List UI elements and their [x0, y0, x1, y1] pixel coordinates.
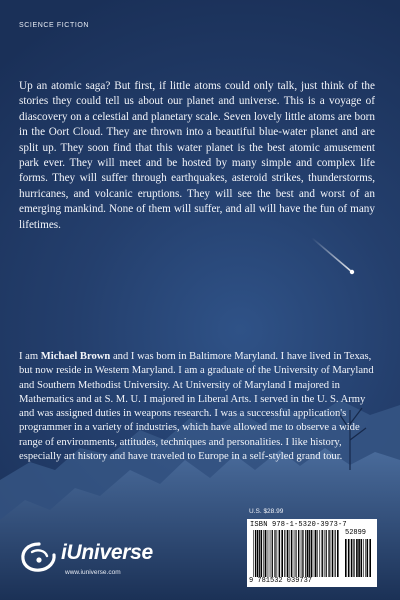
- barcode-bar: [253, 530, 254, 577]
- bio-lead: I am: [19, 351, 41, 362]
- barcode-bar: [296, 530, 297, 577]
- barcode-bar: [289, 530, 290, 577]
- addon-bars: [345, 539, 373, 577]
- genre-label: SCIENCE FICTION: [19, 22, 90, 29]
- barcode-bar: [328, 530, 329, 577]
- barcode-bar: [353, 539, 354, 577]
- price-addon-number: 52899: [345, 529, 367, 537]
- barcode-bar: [267, 530, 268, 577]
- barcode-bar: [335, 530, 336, 577]
- barcode-bar: [326, 530, 327, 577]
- barcode-bar: [255, 530, 256, 577]
- barcode-bar: [311, 530, 313, 577]
- publisher-name: iUniverse: [61, 541, 153, 564]
- isbn-barcode: [247, 519, 377, 587]
- barcode-bar: [358, 539, 360, 577]
- barcode-bar: [295, 530, 296, 577]
- barcode-bar: [300, 530, 301, 577]
- barcode-bar: [329, 530, 330, 577]
- barcode-bar: [361, 539, 363, 577]
- barcode-bar: [305, 530, 306, 577]
- ean-number: 9 781532 039737: [249, 577, 313, 585]
- barcode-bar: [314, 530, 315, 577]
- barcode-bar: [275, 530, 276, 577]
- ean-bars: [253, 530, 339, 577]
- barcode-bar: [321, 530, 322, 577]
- barcode-bar: [369, 539, 371, 577]
- book-blurb: Up an atomic saga? But first, if little atoms could only talk, just think of the stories they could tell us about our planet and universe. This is a voyage of diascovery on a celestial and planetary scale. Seven lovely little atoms are born in the Oort Cloud. They are thrown into a beautiful blue-water planet and are split up. They soon find that this water planet is the best atomic amusement park ever. They will meet and be hosted by many simple and complex life forms. They will suffer through earthquakes, asteroid strikes, thunderstorms, hurricanes, and volcanic eruptions. They will see the best and worst of an emerging mankind. None of them will suffer, and all will have the fun of many lifetimes.: [19, 80, 375, 231]
- isbn-text: ISBN 978-1-5320-3973-7: [250, 521, 347, 529]
- barcode-bar: [365, 539, 366, 577]
- barcode-bar: [281, 530, 283, 577]
- comet: [312, 238, 354, 274]
- iuniverse-swirl-icon: [19, 540, 59, 574]
- bio-text: and I was born in Baltimore Maryland. I have lived in Texas, but now reside in Western Maryland. I am a graduate of the University of Maryland and Southern Methodist University. At University of Maryland I majored in Mathematics and at S. M. U. I majored in Liberal Arts. I served in the U. S. Army and was assigned duties in weapons research. I was a successful application's programmer in a variety of industries, which have allowed me to observe a wide range of environments, attitudes, techniques and personalities. I like history, especially art history and have traveled to Europe in a self-styled grand tour.: [19, 351, 374, 463]
- barcode-bar: [356, 539, 358, 577]
- barcode-bar: [261, 530, 263, 577]
- barcode-bar: [263, 530, 264, 577]
- barcode-bar: [257, 530, 259, 577]
- barcode-bar: [284, 530, 285, 577]
- barcode-bar: [279, 530, 280, 577]
- author-bio: [19, 350, 379, 464]
- barcode-bar: [307, 530, 309, 577]
- barcode-bar: [302, 530, 303, 577]
- barcode-bar: [291, 530, 293, 577]
- barcode-bar: [319, 530, 320, 577]
- barcode-bar: [332, 530, 334, 577]
- barcode-bar: [322, 530, 323, 577]
- barcode-bar: [345, 539, 347, 577]
- barcode-bar: [272, 530, 273, 577]
- barcode-bar: [367, 539, 369, 577]
- barcode-bar: [259, 530, 260, 577]
- barcode-bar: [278, 530, 279, 577]
- publisher-url: www.iuniverse.com: [65, 569, 121, 576]
- barcode-bar: [269, 530, 270, 577]
- barcode-bar: [287, 530, 289, 577]
- barcode-bar: [315, 530, 317, 577]
- barcode-bar: [274, 530, 275, 577]
- barcode-bar: [348, 539, 350, 577]
- barcode-bar: [325, 530, 326, 577]
- barcode-bar: [265, 530, 267, 577]
- barcode-bar: [337, 530, 339, 577]
- barcode-bar: [309, 530, 310, 577]
- barcode-bar: [363, 539, 364, 577]
- author-name: Michael Brown: [40, 351, 111, 362]
- price-label: U.S. $28.99: [249, 508, 284, 515]
- barcode-bar: [298, 530, 299, 577]
- barcode-bar: [317, 530, 318, 577]
- barcode-bar: [271, 530, 272, 577]
- barcode-bar: [351, 539, 353, 577]
- barcode-bar: [354, 539, 355, 577]
- barcode-bar: [303, 530, 304, 577]
- barcode-bar: [294, 530, 295, 577]
